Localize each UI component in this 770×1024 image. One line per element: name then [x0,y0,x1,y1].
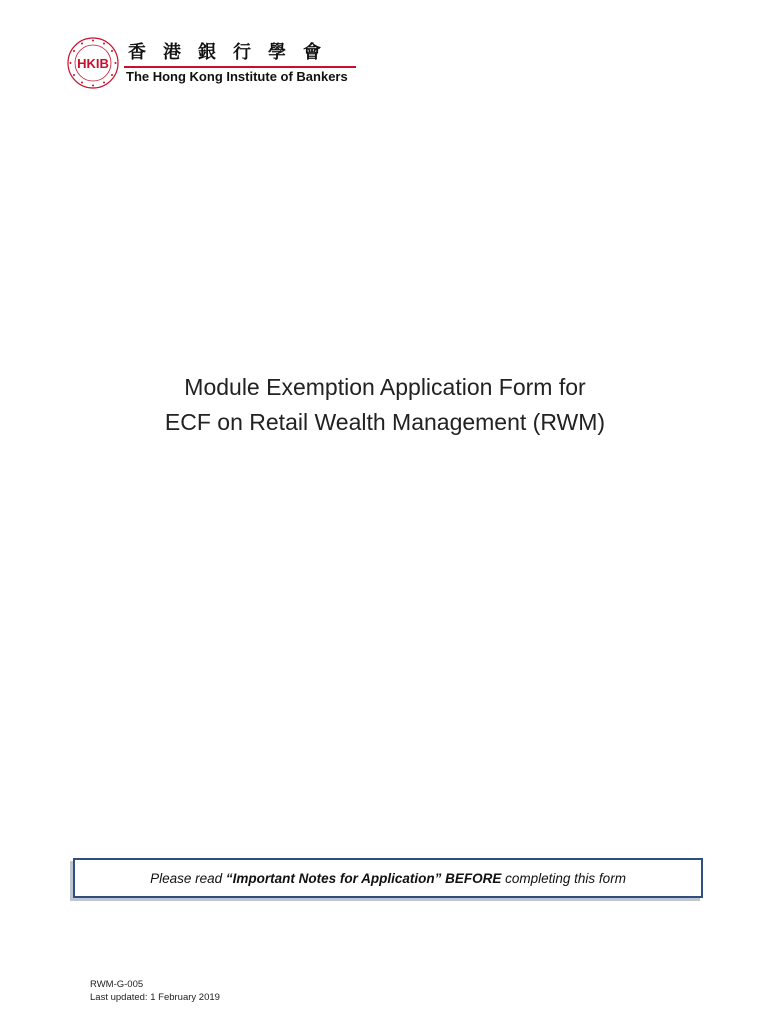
notice-suffix: completing this form [501,870,626,886]
logo-english-name: The Hong Kong Institute of Bankers [126,69,348,84]
title-line-1: Module Exemption Application Form for [184,374,586,400]
notice-text [150,871,626,886]
document-title [0,370,770,440]
title-line-2: ECF on Retail Wealth Management (RWM) [164,409,606,435]
logo-chinese-name: 香港銀行學會 [128,42,338,63]
notice-prefix: Please read [150,870,226,886]
institute-logo [66,36,366,90]
hkib-seal-icon [66,36,120,90]
page-footer [90,978,220,1004]
svg-text:HKIB: HKIB [77,56,109,71]
last-updated: Last updated: 1 February 2019 [90,992,220,1003]
logo-divider [124,66,356,68]
notice-emphasis: “Important Notes for Application” BEFORE [225,870,502,886]
important-notice-box [73,858,703,898]
form-code: RWM-G-005 [90,979,144,990]
